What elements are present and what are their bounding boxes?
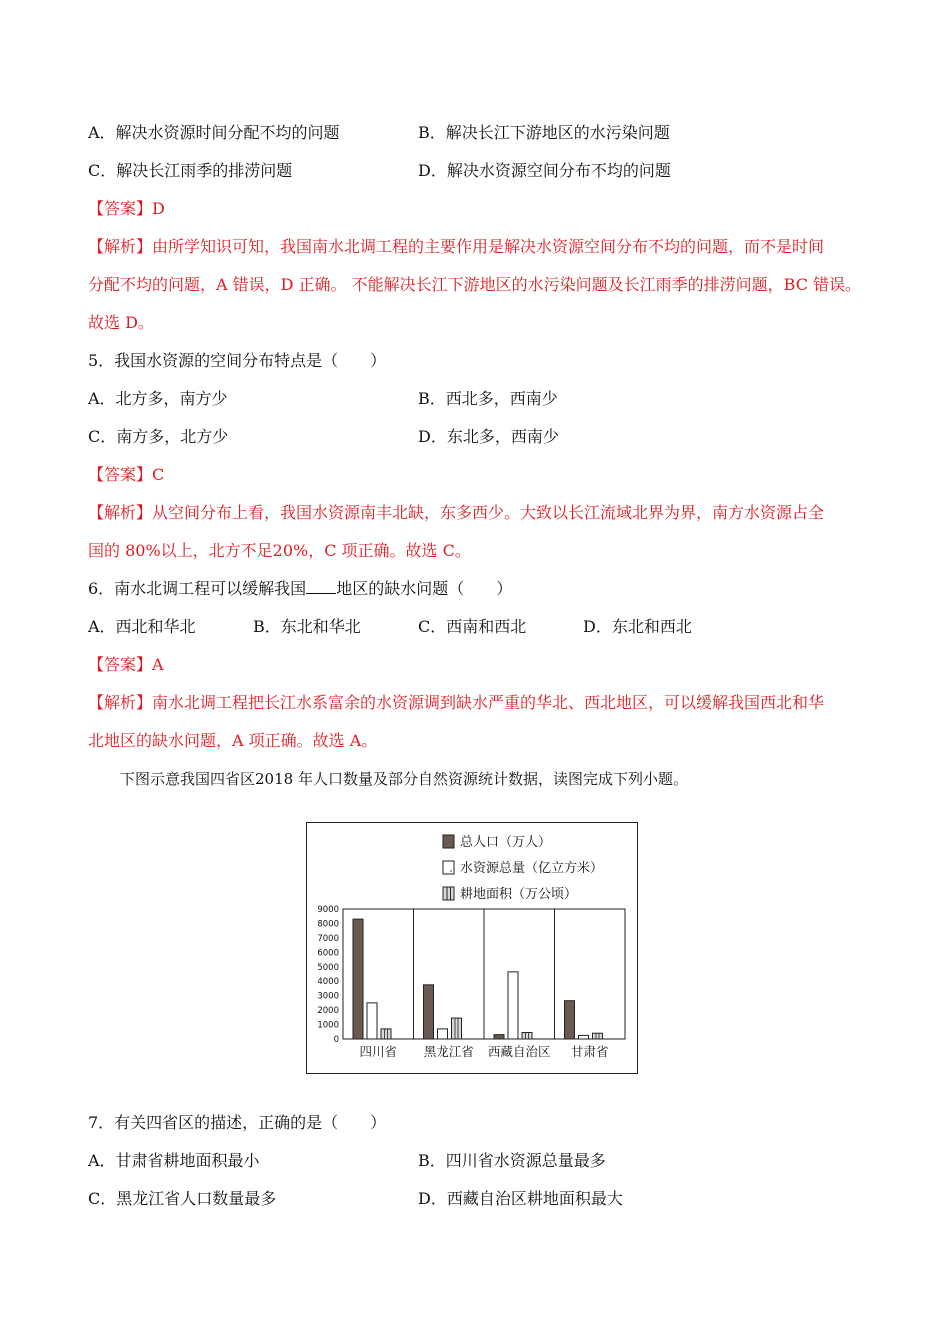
- chart-frame: [306, 822, 638, 1074]
- q6-stem: [88, 578, 512, 600]
- q5-answer: 【答案】C: [88, 465, 165, 484]
- y-tick-label: 9000: [317, 905, 339, 915]
- y-tick-label: 2000: [317, 1006, 339, 1017]
- q6-stem-before: 6．南水北调工程可以缓解我国: [88, 579, 307, 598]
- q5-analysis-line-1: 【解析】从空间分布上看，我国水资源南丰北缺，东多西少。大致以长江流域北界为界，南方水资源占全: [88, 503, 825, 522]
- q6-answer: 【答案】A: [88, 655, 164, 674]
- bar-2-0: [381, 1029, 391, 1039]
- q5-option-c: C．南方多，北方少: [88, 427, 229, 446]
- x-category-label: 四川省: [359, 1044, 398, 1059]
- q6-option-d: D．东北和西北: [583, 617, 692, 636]
- q4-answer: 【答案】D: [88, 199, 165, 218]
- legend-swatch-1: [443, 861, 454, 874]
- legend-label-1: 水资源总量（亿立方米）: [460, 861, 604, 876]
- q4-option-c: C．解决长江雨季的排涝问题: [88, 161, 293, 180]
- q4-option-a: A．解决水资源时间分配不均的问题: [88, 123, 340, 142]
- q5-analysis-line-2: 国的 80%以上，北方不足20%，C 项正确。故选 C。: [88, 541, 471, 560]
- figure-intro: 下图示意我国四省区2018 年人口数量及部分自然资源统计数据，读图完成下列小题。: [120, 770, 688, 788]
- y-tick-label: 6000: [317, 948, 339, 959]
- y-tick-label: 3000: [317, 991, 339, 1002]
- q7-option-a: A．甘肃省耕地面积最小: [88, 1151, 260, 1170]
- q5-stem: 5．我国水资源的空间分布特点是（ ）: [88, 351, 387, 370]
- q4-analysis-line-1: 【解析】由所学知识可知，我国南水北调工程的主要作用是解决水资源空间分布不均的问题，而不是时间: [88, 237, 825, 256]
- legend-swatch-2: [443, 887, 454, 900]
- q7-option-c: C．黑龙江省人口数量最多: [88, 1189, 277, 1208]
- q5-option-a: A．北方多，南方少: [88, 389, 228, 408]
- q4-option-b: B．解决长江下游地区的水污染问题: [418, 123, 670, 142]
- q6-option-a: A．西北和华北: [88, 617, 196, 636]
- y-tick-label: 1000: [317, 1020, 339, 1031]
- legend-swatch-0: [443, 835, 454, 848]
- q6-option-c: C．西南和西北: [418, 617, 527, 636]
- bar-0-3: [565, 1001, 575, 1039]
- legend-dot: [450, 870, 452, 872]
- legend-label-2: 耕地面积（万公顷）: [460, 887, 578, 902]
- y-tick-label: 7000: [317, 933, 339, 944]
- q5-option-d: D．东北多，西南少: [418, 427, 559, 446]
- bar-2-1: [452, 1018, 462, 1039]
- y-tick-label: 4000: [317, 977, 339, 988]
- bar-0-0: [353, 919, 363, 1039]
- bar-0-2: [494, 1035, 504, 1039]
- q7-option-d: D．西藏自治区耕地面积最大: [418, 1189, 623, 1208]
- bar-1-3: [579, 1035, 589, 1039]
- x-category-label: 黑龙江省: [423, 1044, 474, 1059]
- q7-stem: 7．有关四省区的描述，正确的是（ ）: [88, 1113, 387, 1132]
- q6-analysis-line-1: 【解析】南水北调工程把长江水系富余的水资源调到缺水严重的华北、西北地区，可以缓解我国西北和华: [88, 693, 825, 712]
- q7-option-b: B．四川省水资源总量最多: [418, 1151, 606, 1170]
- y-tick-label: 5000: [317, 962, 339, 973]
- q6-stem-after: 地区的缺水问题（ ）: [336, 579, 513, 598]
- bar-2-2: [522, 1033, 532, 1040]
- legend-label-0: 总人口（万人）: [460, 835, 552, 850]
- bar-0-1: [424, 985, 434, 1039]
- x-category-label: 甘肃省: [570, 1044, 609, 1059]
- bar-1-0: [367, 1003, 377, 1039]
- y-tick-label: 0: [333, 1035, 339, 1045]
- q6-option-b: B．东北和华北: [253, 617, 361, 636]
- q4-analysis-line-2: 分配不均的问题，A 错误，D 正确。 不能解决长江下游地区的水污染问题及长江雨季的排涝问题，BC 错误。: [88, 275, 862, 294]
- q6-analysis-line-2: 北地区的缺水问题，A 项正确。故选 A。: [88, 731, 378, 750]
- bar-chart: [307, 823, 637, 1073]
- q5-option-b: B．西北多，西南少: [418, 389, 558, 408]
- x-category-label: 西藏自治区: [487, 1044, 551, 1059]
- bar-1-2: [508, 972, 518, 1039]
- bar-1-1: [438, 1029, 448, 1039]
- q4-analysis-line-3: 故选 D。: [88, 313, 154, 332]
- y-tick-label: 8000: [317, 919, 339, 930]
- q4-option-d: D．解决水资源空间分布不均的问题: [418, 161, 671, 180]
- q6-blank: [306, 579, 336, 594]
- bar-2-3: [593, 1033, 603, 1039]
